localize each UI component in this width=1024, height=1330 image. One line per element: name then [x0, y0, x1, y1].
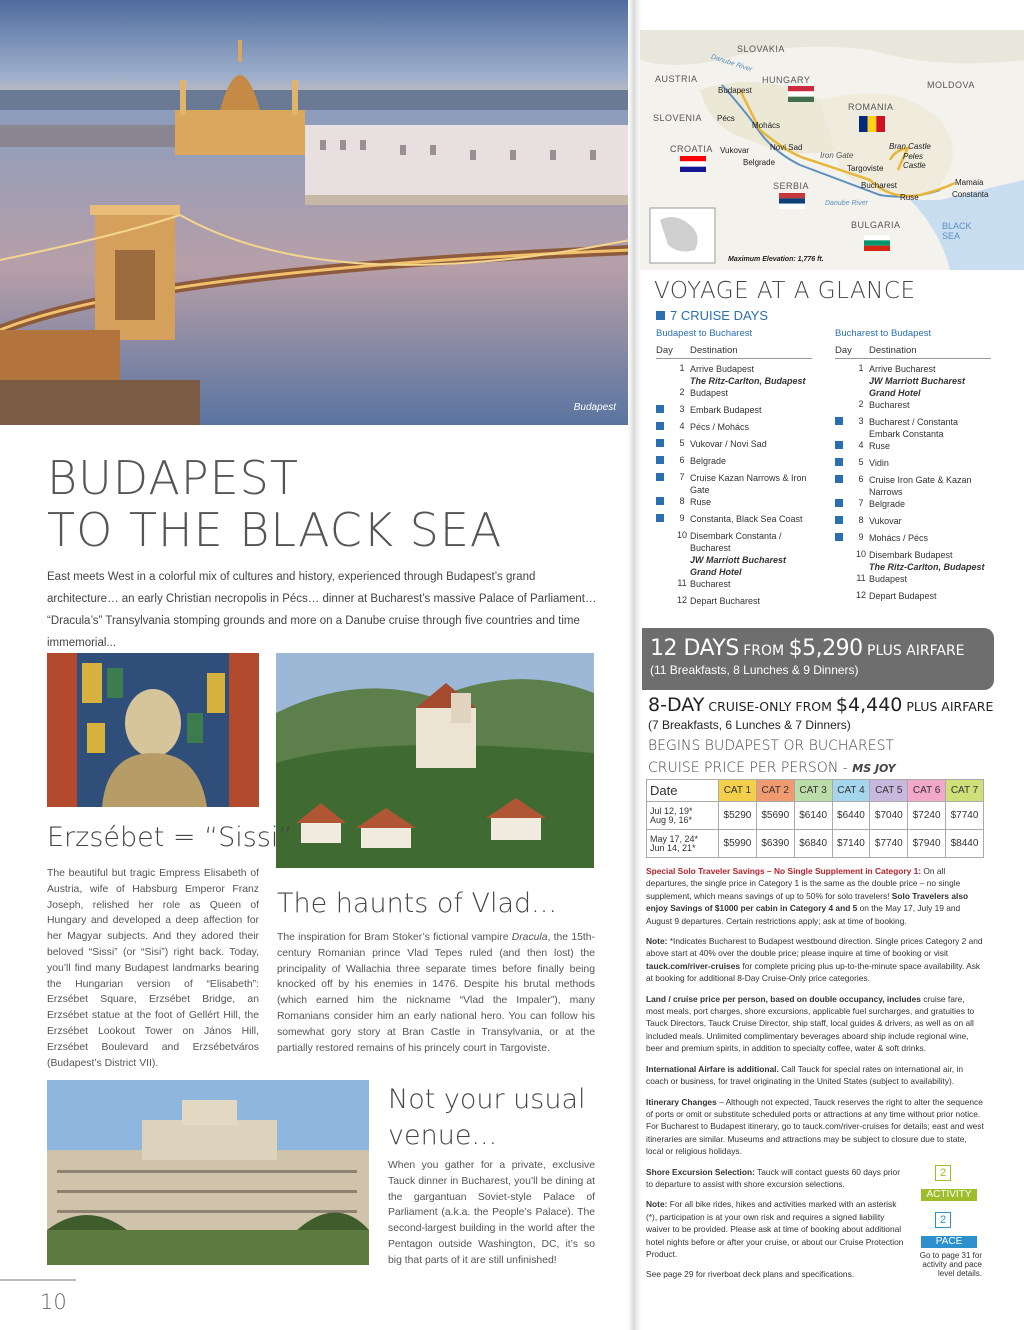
shore-text: Tauck will contact guests 60 days prior to departure to assist with shore excursion selections. [646, 1166, 900, 1189]
hotel-name: The Ritz-Carlton, Budapest [869, 562, 985, 572]
itinerary-day: 2 [679, 387, 685, 397]
map-city-ruse: Ruse [900, 193, 919, 202]
palace-photo [47, 1080, 369, 1265]
cruise-only-meals: (7 Breakfasts, 6 Lunches & 7 Dinners) [648, 718, 851, 732]
cruise-day-marker-icon [835, 440, 853, 452]
destination-name: Bucharest [690, 579, 731, 589]
category-header: CAT 2 [756, 780, 794, 802]
itinerary-destination [869, 457, 991, 469]
itinerary-destination [690, 513, 812, 525]
itinerary-destination [690, 421, 812, 433]
destination-name: Vukovar [869, 516, 902, 526]
itinerary-row [656, 472, 812, 496]
itinerary-day: 8 [679, 496, 685, 506]
activity-label: ACTIVITY [921, 1189, 977, 1201]
itinerary-row [835, 573, 991, 590]
col-day: Day [656, 345, 673, 356]
destination-name: Ruse [869, 441, 891, 451]
hotel-name: JW Marriott Bucharest Grand Hotel [690, 555, 787, 577]
cruise-day-marker-icon [835, 590, 853, 602]
title-line-1: BUDAPEST [47, 451, 299, 505]
itinerary-day: 1 [679, 363, 685, 373]
itinerary-destination [869, 498, 991, 510]
hero-caption: Budapest [573, 402, 616, 413]
itinerary-row [835, 549, 991, 573]
itinerary-day: 11 [677, 578, 687, 588]
price-row [647, 802, 984, 830]
activity-level: 2 [935, 1165, 951, 1181]
itinerary-destination [869, 474, 991, 498]
destination-name: Disembark Constanta / Bucharest [690, 531, 782, 553]
price-cell: $6140 [794, 802, 832, 830]
price-cell: $7240 [908, 802, 946, 830]
itinerary-day: 3 [679, 404, 685, 414]
price-cell: $6440 [832, 802, 870, 830]
map-city-bucharest: Bucharest [861, 181, 898, 190]
map-city-constanta: Constanta [952, 190, 989, 199]
map-city-pecs: Pécs [717, 114, 735, 123]
hotel-name: JW Marriott Bucharest Grand Hotel [869, 376, 966, 398]
activity-pace-reference: Go to page 31 for activity and pace level details. [919, 1251, 982, 1278]
destination-name: Budapest [690, 388, 729, 398]
cruise-day-marker-icon [656, 496, 674, 508]
cruise-day-marker-icon [656, 530, 674, 542]
itinerary-budapest-to-bucharest [656, 328, 812, 612]
itinerary-day: 6 [858, 474, 864, 484]
solo-savings-note [646, 865, 984, 927]
cruise-day-marker-icon [656, 438, 674, 450]
cruise-day-marker-icon [656, 513, 674, 525]
land-text: cruise fare, most meals, port charges, shore excursions, applicable fuel surcharges, and gratuities to Tauck Directors, Tauck Cruise Director, ship staff, local guides & drivers, as well as on all included meals. Unlimited complimentary beverages aboard ship include regional wine, beer and premium spirits, in addition to specialty coffee, water & soft drinks. [646, 993, 975, 1054]
bulgaria-flag-icon [864, 235, 890, 251]
cruise-only-plus-airfare: PLUS AIRFARE [906, 699, 994, 714]
destination-name: Vukovar / Novi Sad [690, 439, 767, 449]
bran-castle-image [276, 653, 594, 868]
air-label: International Airfare is additional. [646, 1063, 779, 1074]
itinerary-day: 12 [855, 590, 866, 600]
itinerary-row [656, 363, 812, 387]
itinerary-row [656, 421, 812, 438]
itin-text: – Although not expected, Tauck reserves the right to alter the sequence of ports or omit or substitute scheduled ports or attractions at any time without prior notice. For Bucharest to Budapest itinerary, go to tauck.com/river-cruises for details; east and west itineraries are similar. Museums and attractions may be subject to closure due to state, local or religious holidays. [646, 1096, 984, 1157]
price-table-header [647, 780, 984, 802]
itinerary-day: 4 [858, 440, 864, 450]
departure-dates [647, 802, 719, 830]
main-days: 12 DAYS [650, 636, 739, 661]
departure-dates [647, 830, 719, 858]
palace-of-parliament-image [47, 1080, 369, 1265]
main-from: FROM [743, 643, 785, 659]
air-text: Call Tauck for special rates on international air, in coach or business, for travel originating in the United States (subject to availability). [646, 1063, 963, 1087]
itinerary-row [656, 595, 812, 612]
itinerary-day: 4 [679, 421, 685, 431]
destination-name: Depart Bucharest [690, 596, 761, 606]
price-cell: $5290 [719, 802, 757, 830]
voyage-heading: VOYAGE AT A GLANCE [654, 278, 916, 304]
col-destination: Destination [869, 345, 917, 356]
itinerary-row [835, 416, 991, 440]
cruise-only-price: $4,440 [835, 694, 903, 716]
map-city-belgrade: Belgrade [743, 158, 776, 167]
col-day: Day [835, 345, 852, 356]
itinerary-destination [869, 549, 991, 573]
waiver-note [646, 1198, 904, 1260]
cruise-day-marker-icon [835, 532, 853, 544]
cruise-day-marker-icon [656, 455, 674, 467]
serbia-flag-icon [779, 193, 805, 209]
venue-text: When you gather for a private, exclusive Tauck dinner in Bucharest, you’ll be dining at the gargantuan Soviet-style Palace of Parliament (a.k.a. the People’s Palace). The second-largest building in the world after the Pentagon outside Washington, DC, it’s so big that parts of it are still unfinished! [388, 1160, 595, 1266]
itinerary-row [835, 399, 991, 416]
cruise-days-label [656, 308, 768, 323]
destination-name: Arrive Budapest [690, 364, 755, 374]
date-line-2: Aug 9, 16* [650, 814, 693, 825]
cpp-label: CRUISE PRICE PER PERSON [648, 760, 839, 776]
map-river-danube-south: Danube River [825, 200, 868, 207]
price-cell: $7040 [870, 802, 908, 830]
price-cell: $5690 [756, 802, 794, 830]
cruise-day-marker-icon [656, 472, 674, 484]
itinerary-day: 7 [679, 472, 685, 482]
itinerary-day: 7 [858, 498, 864, 508]
itinerary-destination [869, 416, 991, 440]
price-row [647, 830, 984, 858]
cruise-day-marker-icon [656, 404, 674, 416]
destination-name: Cruise Kazan Narrows & Iron Gate [690, 473, 807, 495]
romania-flag-icon [859, 116, 885, 132]
itinerary-row [835, 474, 991, 498]
destination-name: Constanta, Black Sea Coast [690, 514, 803, 524]
cruise-day-marker-icon [656, 421, 674, 433]
note1-text: *Indicates Bucharest to Budapest westbound direction. Single prices Category 2 and above start at 40% over the double price; please inquire at time of booking or visit [646, 936, 983, 959]
map-city-bran-castle: Bran Castle [889, 142, 931, 151]
itinerary-title: Bucharest to Budapest [835, 328, 932, 339]
itinerary-day: 5 [858, 457, 864, 467]
itinerary-row [835, 532, 991, 549]
itinerary-day: 2 [858, 399, 864, 409]
itinerary-destination [869, 440, 991, 452]
map-city-budapest: Budapest [718, 86, 752, 95]
itinerary-rows [656, 363, 812, 612]
map-country-slovenia: SLOVENIA [653, 113, 703, 123]
hungary-flag-icon [788, 86, 814, 102]
itinerary-row [656, 387, 812, 404]
pricing-note [646, 935, 984, 985]
map-country-hungary: HUNGARY [762, 75, 811, 85]
destination-name: Arrive Bucharest [869, 364, 936, 374]
sissi-text: The beautiful but tragic Empress Elisabeth of Austria, wife of Habsburg Emperor Franz Joseph, relished her role as Queen of Hungary and developed a deep affection for her Magyar subjects. And they adored their beloved “Sissi” (or “Sisi”) right back. Today, you’ll find many Budapest landmarks bearing the Hungarian version of “Elisabeth”: Erzsébet Square, Erzsébet Bridge, an Erzsébet statue at the foot of Gellért Hill, the Erzsébet Lookout Tower on János Hill, Erzsébet Boulevard and Erzsébetváros (Budapest’s District VII). [47, 868, 259, 1069]
itinerary-day: 1 [858, 363, 864, 373]
note2-label: Note: [646, 1199, 668, 1210]
itinerary-destination [869, 515, 991, 527]
map-country-serbia: SERBIA [773, 181, 810, 191]
itinerary-row [656, 496, 812, 513]
solo-tail: on the May 17, July 19 and August 9 departures. Certain restrictions apply; ask at time of booking. [646, 903, 961, 926]
itinerary-day: 11 [856, 573, 866, 583]
itinerary-row [656, 455, 812, 472]
main-plus-airfare: PLUS AIRFARE [867, 643, 965, 659]
solo-text: On all departures, the single price in Category 1 is the same as the double price – no single supplement, which means savings of up to 50% for solo travelers! [646, 866, 961, 901]
date-line-1: May 17, 24* [650, 833, 699, 844]
cruise-day-marker-icon [656, 595, 674, 607]
date-line-1: Jul 12, 19* [650, 805, 693, 816]
itinerary-row [835, 515, 991, 532]
tauck-link[interactable]: tauck.com/river-cruises [646, 960, 741, 971]
destination-name: Belgrade [690, 456, 727, 466]
itinerary-day: 10 [676, 530, 687, 540]
itinerary-changes-note [646, 1096, 984, 1158]
itinerary-day: 9 [679, 513, 685, 523]
col-destination: Destination [690, 345, 738, 356]
cruise-day-marker-icon [656, 311, 665, 320]
itinerary-row [835, 457, 991, 474]
cruise-days-text: 7 CRUISE DAYS [670, 308, 769, 323]
itinerary-bucharest-to-budapest [835, 328, 991, 607]
page-title [47, 452, 502, 556]
itinerary-header [835, 345, 991, 359]
croatia-flag-icon [680, 156, 706, 172]
map-country-slovakia: SLOVAKIA [737, 44, 785, 54]
itinerary-title: Budapest to Bucharest [656, 328, 753, 339]
solo-heading: Special Solo Traveler Savings – No Single Supplement in Category 1: [646, 866, 922, 876]
cruise-day-marker-icon [835, 549, 853, 561]
destination-name: Pécs / Mohács [690, 422, 750, 432]
cruise-day-marker-icon [835, 515, 853, 527]
destination-name: Disembark Budapest [869, 550, 953, 560]
date-line-2: Jun 14, 21* [650, 842, 696, 853]
itin-label: Itinerary Changes [646, 1096, 717, 1107]
hotel-name: The Ritz-Carlton, Budapest [690, 376, 806, 386]
budapest-photo [0, 0, 630, 425]
map-city-peles-castle: Peles Castle [903, 152, 926, 170]
vlad-text [277, 930, 595, 1056]
itinerary-row [656, 438, 812, 455]
pace-level: 2 [935, 1212, 951, 1228]
price-table [646, 779, 984, 858]
cruise-only-days: 8-DAY [648, 694, 705, 716]
shore-excursion-note [646, 1166, 904, 1191]
itinerary-destination [690, 455, 812, 467]
cpp-dash: - [838, 760, 853, 776]
itinerary-row [656, 530, 812, 578]
vlad-text-part2: , the 15th-century Romanian prince Vlad Tepes ruled (and then lost) the principality of Wallachia three separate times before finally being knocked off by his enemies in 1476. Despite his brutal methods (which earned him the nickname “Vlad the Impaler”), many Romanians consider him an early national hero. You can follow his somewhat gory story at Bran Castle in Transylvania, or at the partially restored remains of his princely court in Targoviste. [277, 932, 595, 1054]
main-price: $5,290 [788, 636, 863, 661]
cruise-day-marker-icon [835, 573, 853, 585]
destination-name: Depart Budapest [869, 591, 937, 601]
deck-plans-note: See page 29 for riverboat deck plans and specifications. [646, 1269, 855, 1280]
cruise-day-marker-icon [656, 363, 674, 375]
itinerary-destination [869, 573, 991, 585]
sissi-heading: Erzsébet = “Sissi” [47, 822, 293, 853]
itinerary-destination [869, 590, 991, 602]
cruise-day-marker-icon [656, 578, 674, 590]
cruise-day-marker-icon [835, 498, 853, 510]
itinerary-day: 5 [679, 438, 685, 448]
destination-name: Belgrade [869, 499, 906, 509]
destination-name: Cruise Iron Gate & Kazan Narrows [869, 475, 972, 497]
itinerary-row [656, 513, 812, 530]
title-line-2: TO THE BLACK SEA [47, 503, 503, 557]
price-cell: $7740 [946, 802, 984, 830]
map-country-romania: ROMANIA [848, 102, 894, 112]
category-header: CAT 4 [832, 780, 870, 802]
map-river-danube-north: Danube River [709, 53, 753, 74]
destination-name: Mohács / Pécs [869, 533, 929, 543]
map-city-novi-sad: Novi Sad [770, 143, 803, 152]
price-cell: $6840 [794, 830, 832, 858]
destination-name: Bucharest / Constanta Embark Constanta [869, 417, 959, 439]
price-cell: $7740 [870, 830, 908, 858]
page-number: 10 [40, 1290, 67, 1314]
category-header: CAT 5 [870, 780, 908, 802]
activity-level-badge [921, 1165, 977, 1201]
map-city-vukovar: Vukovar [720, 146, 750, 155]
cruise-day-marker-icon [656, 387, 674, 399]
itinerary-destination [869, 363, 991, 399]
itinerary-destination [869, 532, 991, 544]
cruise-day-marker-icon [835, 399, 853, 411]
vlad-heading: The haunts of Vlad... [277, 888, 557, 919]
shore-label: Shore Excursion Selection: [646, 1166, 755, 1177]
cruise-day-marker-icon [835, 457, 853, 469]
solo-bold: Solo Travelers also enjoy Savings of $1000 per cabin in Category 4 and 5 [646, 890, 969, 914]
price-cell: $5990 [719, 830, 757, 858]
intro-text: East meets West in a colorful mix of cultures and history, experienced through Budapest’s grand architecture… an early Christian necropolis in Pécs… dinner at Bucharest’s massive Palace of Parliament… “Dracula’s” Transylvania stomping grounds and more on a Danube cruise through five countries and time immemorial... [47, 571, 597, 649]
map-city-targoviste: Targoviste [847, 164, 884, 173]
itinerary-destination [690, 496, 812, 508]
price-cell: $7940 [908, 830, 946, 858]
cruise-day-marker-icon [835, 416, 853, 428]
bran-castle-photo [276, 653, 594, 868]
hero-image-budapest [0, 0, 630, 425]
map-city-mohacs: Mohács [752, 121, 781, 130]
price-cell: $8440 [946, 830, 984, 858]
cruise-day-marker-icon [835, 363, 853, 375]
itinerary-row [656, 404, 812, 421]
vlad-text-dracula: Dracula [511, 932, 548, 943]
ship-name: MS JOY [852, 762, 896, 775]
destination-name: Embark Budapest [690, 405, 762, 415]
itinerary-destination [690, 472, 812, 496]
destination-name: Budapest [869, 574, 908, 584]
itinerary-row [656, 578, 812, 595]
venue-heading: Not your usual venue... [388, 1084, 586, 1151]
vlad-text-part1: The inspiration for Bram Stoker’s fictional vampire [277, 932, 512, 943]
map-black-sea: BLACK SEA [942, 221, 972, 241]
cruise-only-from: CRUISE-ONLY FROM [708, 699, 832, 714]
itinerary-destination [690, 363, 812, 387]
cruise-price-per-person [648, 760, 896, 776]
sissi-statue-image [47, 653, 259, 807]
note2-text: For all bike rides, hikes and activities marked with an asterisk (*), participation is at your own risk and requires a signed liability waiver to be provided. Please ask at time of booking about additional hotel nights before or after your cruise, or about our Cruise Protection Product. [646, 1199, 904, 1259]
itinerary-day: 12 [676, 595, 687, 605]
sissi-photo [47, 653, 259, 807]
price-table-body [647, 802, 984, 858]
price-cell: $6390 [756, 830, 794, 858]
category-header: CAT 7 [946, 780, 984, 802]
main-price-box [642, 628, 994, 690]
itinerary-destination [690, 578, 812, 590]
pace-level-badge [921, 1212, 977, 1248]
itinerary-day: 9 [858, 532, 864, 542]
cruise-day-marker-icon [835, 474, 853, 486]
pace-label: PACE [921, 1236, 977, 1248]
land-label: Land / cruise price per person, based on double occupancy, includes [646, 993, 921, 1004]
itinerary-row [835, 440, 991, 457]
date-header: Date [647, 780, 719, 802]
destination-name: Bucharest [869, 400, 910, 410]
itinerary-day: 6 [679, 455, 685, 465]
itinerary-destination [690, 595, 812, 607]
itinerary-day: 10 [855, 549, 866, 559]
itinerary-destination [690, 404, 812, 416]
itinerary-rows [835, 363, 991, 607]
route-map [640, 30, 1024, 270]
cruise-only-price-line [648, 694, 993, 716]
itinerary-day: 8 [858, 515, 864, 525]
map-country-moldova: MOLDOVA [927, 80, 975, 90]
itinerary-destination [690, 530, 812, 578]
map-country-bulgaria: BULGARIA [851, 220, 901, 230]
page-number-rule [0, 1279, 76, 1281]
map-elevation: Maximum Elevation: 1,776 ft. [728, 256, 824, 263]
category-header: CAT 1 [719, 780, 757, 802]
note1-tail: for complete pricing plus up-to-the-minute space availability. Ask at booking for additional 8-Day Cruise-Only price categories. [646, 960, 981, 984]
main-meals: (11 Breakfasts, 8 Lunches & 9 Dinners) [650, 663, 859, 677]
begins-text: BEGINS BUDAPEST OR BUCHAREST [648, 738, 895, 754]
map-city-mamaia: Mamaia [955, 178, 984, 187]
inclusions-note [646, 993, 984, 1055]
main-price-line [650, 636, 994, 661]
map-country-austria: AUSTRIA [655, 74, 698, 84]
itinerary-header [656, 345, 812, 359]
airfare-note [646, 1063, 984, 1088]
itinerary-row [835, 498, 991, 515]
itinerary-day: 3 [858, 416, 864, 426]
destination-name: Ruse [690, 497, 712, 507]
itinerary-destination [869, 399, 991, 411]
destination-name: Vidin [869, 458, 889, 468]
note1-label: Note: [646, 936, 668, 947]
map-iron-gate: Iron Gate [820, 151, 854, 160]
itinerary-destination [690, 438, 812, 450]
price-cell: $7140 [832, 830, 870, 858]
category-header: CAT 3 [794, 780, 832, 802]
map-country-croatia: CROATIA [670, 144, 713, 154]
itinerary-destination [690, 387, 812, 399]
itinerary-row [835, 363, 991, 399]
category-header: CAT 6 [908, 780, 946, 802]
itinerary-row [835, 590, 991, 607]
